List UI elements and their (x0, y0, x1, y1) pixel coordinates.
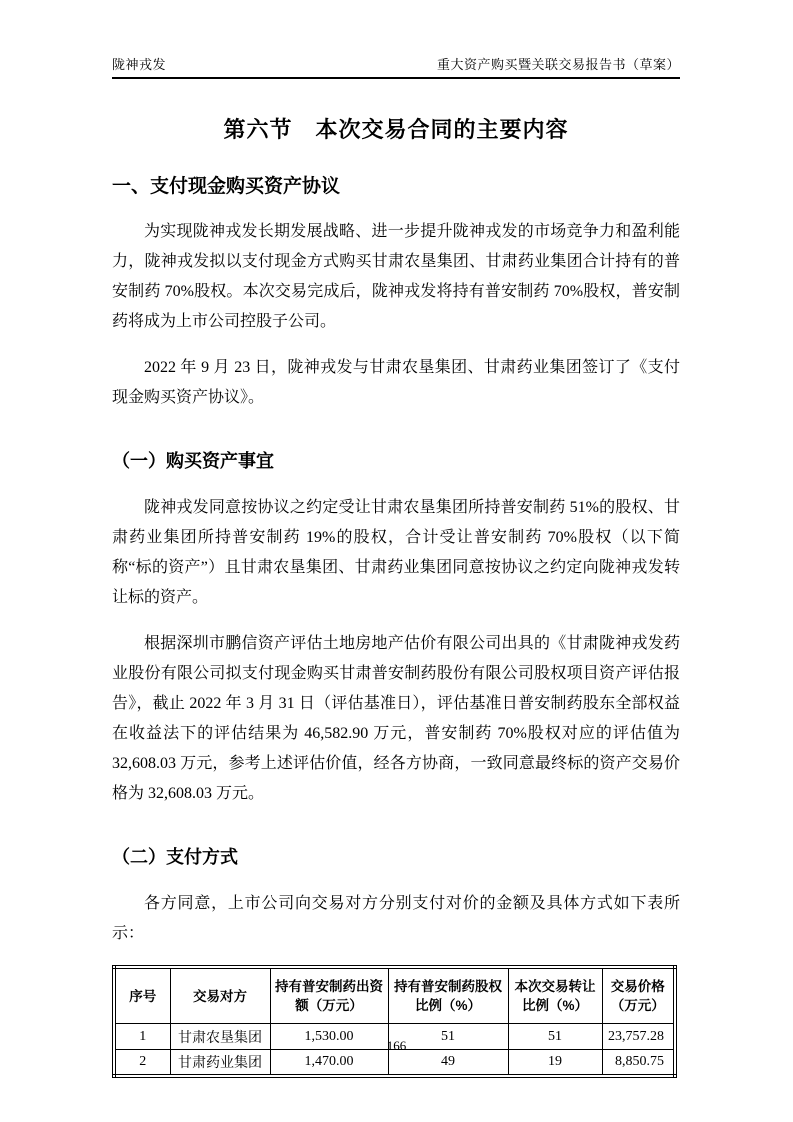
page-content (112, 113, 680, 1078)
payment-table (112, 965, 677, 1078)
cell-capital: 1,470.00 (270, 1050, 388, 1077)
col-header-capital: 持有普安制药出资额（万元） (270, 967, 388, 1024)
col-header-transfer-ratio: 本次交易转让比例（%） (508, 967, 602, 1024)
header-report-title: 重大资产购买暨关联交易报告书（草案） (436, 57, 680, 72)
cell-transfer-ratio: 19 (508, 1050, 602, 1077)
col-header-counterparty: 交易对方 (170, 967, 270, 1024)
cell-counterparty: 甘肃药业集团 (170, 1050, 270, 1077)
paragraph-payment-intro: 各方同意，上市公司向交易对方分别支付对价的金额及具体方式如下表所示： (112, 895, 680, 942)
cell-price: 23,757.28 (602, 1024, 675, 1050)
col-header-index: 序号 (114, 967, 170, 1024)
paragraph-transfer-terms: 陇神戎发同意按协议之约定受让甘肃农垦集团所持普安制药 51%的股权、甘肃药业集团所持普安制药 19%的股权，合计受让普安制药 70%股权（以下简称“标的资产”）且甘肃农垦集团、甘肃药业集团同意按协议之约定向陇神戎发转让标的资产。 (112, 499, 680, 606)
table-header-row (114, 967, 675, 1024)
cell-price: 8,850.75 (602, 1050, 675, 1077)
section-heading-payment-agreement: 一、支付现金购买资产协议 (112, 176, 341, 197)
cell-equity-ratio: 49 (388, 1050, 508, 1077)
col-header-equity-ratio: 持有普安制药股权比例（%） (388, 967, 508, 1024)
cell-capital: 1,530.00 (270, 1024, 388, 1050)
cell-transfer-ratio: 51 (508, 1024, 602, 1050)
paragraph-strategy: 为实现陇神戎发长期发展战略、进一步提升陇神戎发的市场竞争力和盈利能力，陇神戎发拟以支付现金方式购买甘肃农垦集团、甘肃药业集团合计持有的普安制药 70%股权。本次交易完成后，陇神戎发将持有普安制药 70%股权，普安制药将成为上市公司控股子公司。 (112, 223, 680, 330)
subsection-heading-asset-purchase: （一）购买资产事宜 (112, 451, 274, 471)
header-company-name: 陇神戎发 (112, 57, 167, 72)
chapter-title: 第六节 本次交易合同的主要内容 (223, 117, 569, 142)
running-header (112, 0, 680, 79)
paragraph-signing-date: 2022 年 9 月 23 日，陇神戎发与甘肃农垦集团、甘肃药业集团签订了《支付现金购买资产协议》。 (112, 359, 680, 406)
paragraph-valuation: 根据深圳市鹏信资产评估土地房地产估价有限公司出具的《甘肃陇神戎发药业股份有限公司拟支付现金购买甘肃普安制药股份有限公司股权项目资产评估报告》，截止 2022 年 3 月 31 日（评估基准日），评估基准日普安制药股东全部权益在收益法下的评估结果为 46,582.90 万元，普安制药 70%股权对应的评估值为 32,608.03 万元，参考上述评估价值，经各方协商，一致同意最终标的资产交易价格为 32,608.03 万元。 (112, 635, 680, 802)
cell-counterparty: 甘肃农垦集团 (170, 1024, 270, 1050)
subsection-heading-payment-method: （二）支付方式 (112, 847, 238, 867)
cell-index: 1 (114, 1024, 170, 1050)
cell-index: 2 (114, 1050, 170, 1077)
col-header-price: 交易价格（万元） (602, 967, 675, 1024)
page-number: 166 (386, 1038, 407, 1053)
cell-equity-ratio: 51 (388, 1024, 508, 1050)
